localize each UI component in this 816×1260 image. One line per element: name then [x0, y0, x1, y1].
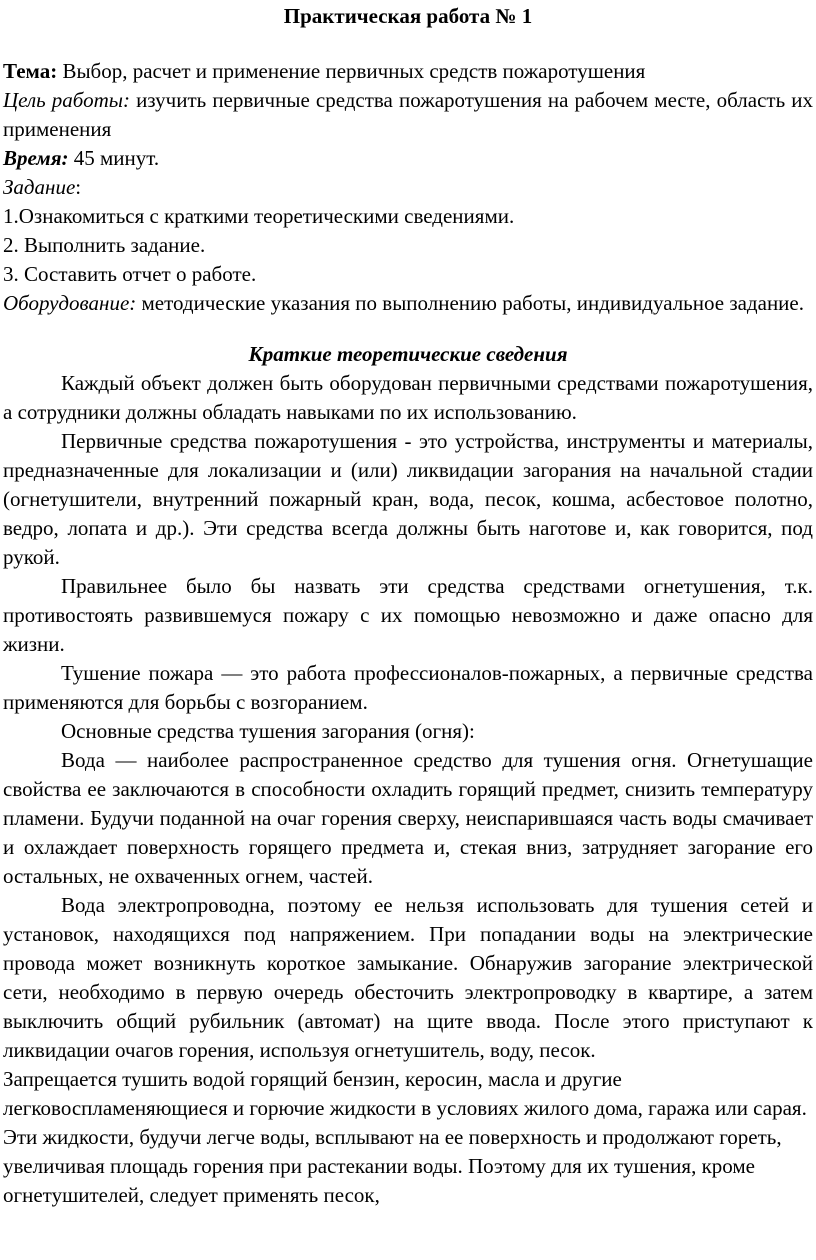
time-line	[3, 144, 813, 173]
document-page	[0, 2, 816, 1210]
goal-label: Цель работы:	[3, 88, 130, 112]
topic-text: Выбор, расчет и применение первичных средств пожаротушения	[57, 59, 646, 83]
paragraph-1: Каждый объект должен быть оборудован первичными средствами пожаротушения, а сотрудники должны обладать навыками по их использованию.	[3, 371, 813, 424]
step-1: 1.Ознакомиться с краткими теоретическими сведениями.	[3, 204, 515, 228]
topic-label: Тема:	[3, 59, 58, 83]
goal-line	[3, 86, 813, 144]
task-line	[3, 173, 813, 202]
step-2: 2. Выполнить задание.	[3, 233, 206, 257]
section-heading: Краткие теоретические сведения	[248, 342, 568, 366]
paragraph-2: Первичные средства пожаротушения - это устройства, инструменты и материалы, предназначенные для локализации и (или) ликвидации загорания на начальной стадии (огнетушители, внутренний пожарный кран, вода, песок, кошма, асбестовое полотно, ведро, лопата и др.). Эти средства всегда должны быть наготове и, как говорится, под рукой.	[3, 429, 813, 569]
spacer	[3, 31, 813, 57]
equipment-text: методические указания по выполнению работы, индивидуальное задание.	[136, 291, 804, 315]
goal-text: изучить первичные средства пожаротушения на рабочем месте, область их применения	[3, 88, 813, 141]
step-3: 3. Составить отчет о работе.	[3, 262, 257, 286]
topic-line	[3, 57, 813, 86]
paragraph-7: Вода электропроводна, поэтому ее нельзя использовать для тушения сетей и установок, находящихся под напряжением. При попадании воды на электрические провода может возникнуть короткое замыкание. Обнаружив загорание электрической сети, необходимо в первую очередь обесточить электропроводку в квартире, а затем выключить общий рубильник (автомат) на щите ввода. После этого приступают к ликвидации очагов горения, используя огнетушитель, воду, песок.	[3, 893, 813, 1062]
equipment-label: Оборудование:	[3, 291, 137, 315]
task-colon: :	[75, 175, 82, 199]
time-label: Время:	[3, 146, 69, 170]
paragraph-3: Правильнее было бы назвать эти средства средствами огнетушения, т.к. противостоять развившемуся пожару с их помощью невозможно и даже опасно для жизни.	[3, 574, 813, 656]
paragraph-6: Вода — наиболее распространенное средство для тушения огня. Огнетушащие свойства ее заключаются в способности охладить горящий предмет, снизить температуру пламени. Будучи поданной на очаг горения сверху, неиспарившаяся часть воды смачивает и охлаждает поверхность горящего предмета и, стекая вниз, затрудняет загорание его остальных, не охваченных огнем, частей.	[3, 748, 813, 888]
paragraph-4: Тушение пожара — это работа профессионалов-пожарных, а первичные средства применяются для борьбы с возгоранием.	[3, 661, 813, 714]
equipment-line	[3, 289, 813, 318]
final-paragraph: Запрещается тушить водой горящий бензин, керосин, масла и другие легковоспламеняющиеся и горючие жидкости в условиях жилого дома, гаража или сарая. Эти жидкости, будучи легче воды, всплывают на ее поверхность и продолжают гореть, увеличивая площадь горения при растекании воды. Поэтому для их тушения, кроме огнетушителей, следует применять песок,	[3, 1067, 807, 1207]
paragraph-5: Основные средства тушения загорания (огня):	[61, 719, 475, 743]
time-text: 45 минут.	[68, 146, 160, 170]
task-label: Задание	[3, 175, 76, 199]
page-title: Практическая работа № 1	[283, 4, 533, 28]
